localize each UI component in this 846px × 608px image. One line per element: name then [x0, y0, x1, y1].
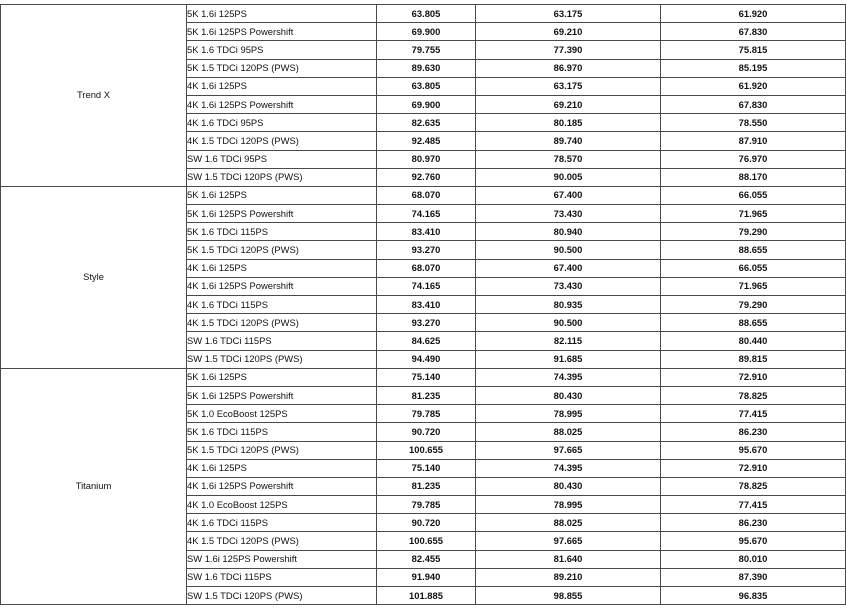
price-cell: 74.165: [377, 205, 476, 223]
price-cell: 75.815: [661, 41, 846, 59]
price-cell: 90.500: [476, 241, 661, 259]
price-cell: 80.185: [476, 114, 661, 132]
price-cell: 83.410: [377, 296, 476, 314]
model-name-cell: SW 1.6i 125PS Powershift: [187, 550, 377, 568]
price-cell: 74.395: [476, 368, 661, 386]
price-cell: 98.855: [476, 587, 661, 605]
price-cell: 68.070: [377, 186, 476, 204]
model-name-cell: 4K 1.6i 125PS: [187, 459, 377, 477]
price-cell: 77.415: [661, 405, 846, 423]
price-cell: 67.830: [661, 23, 846, 41]
price-cell: 75.140: [377, 368, 476, 386]
model-name-cell: 4K 1.6 TDCi 95PS: [187, 114, 377, 132]
price-table-body: [1, 5, 846, 605]
model-name-cell: SW 1.5 TDCi 120PS (PWS): [187, 350, 377, 368]
price-cell: 80.970: [377, 150, 476, 168]
price-cell: 78.570: [476, 150, 661, 168]
price-cell: 90.720: [377, 423, 476, 441]
model-name-cell: SW 1.6 TDCi 115PS: [187, 332, 377, 350]
price-cell: 78.995: [476, 405, 661, 423]
price-cell: 72.910: [661, 459, 846, 477]
price-cell: 89.630: [377, 59, 476, 77]
price-cell: 82.115: [476, 332, 661, 350]
model-name-cell: 5K 1.6i 125PS: [187, 5, 377, 23]
price-cell: 79.785: [377, 405, 476, 423]
price-cell: 86.970: [476, 59, 661, 77]
price-cell: 63.805: [377, 77, 476, 95]
price-cell: 69.900: [377, 95, 476, 113]
price-cell: 63.805: [377, 5, 476, 23]
price-cell: 97.665: [476, 532, 661, 550]
table-row: [1, 186, 846, 204]
model-name-cell: 4K 1.5 TDCi 120PS (PWS): [187, 132, 377, 150]
price-cell: 76.970: [661, 150, 846, 168]
price-cell: 78.825: [661, 477, 846, 495]
model-name-cell: 5K 1.5 TDCi 120PS (PWS): [187, 441, 377, 459]
model-name-cell: 5K 1.6 TDCi 95PS: [187, 41, 377, 59]
table-row: [1, 5, 846, 23]
model-name-cell: 4K 1.6i 125PS: [187, 77, 377, 95]
trim-level-label: Trend X: [1, 5, 187, 187]
price-cell: 93.270: [377, 241, 476, 259]
price-cell: 90.500: [476, 314, 661, 332]
price-cell: 78.825: [661, 386, 846, 404]
price-cell: 88.655: [661, 314, 846, 332]
model-name-cell: 5K 1.6i 125PS Powershift: [187, 23, 377, 41]
model-name-cell: 4K 1.6i 125PS: [187, 259, 377, 277]
model-name-cell: 5K 1.6i 125PS: [187, 368, 377, 386]
price-cell: 95.670: [661, 441, 846, 459]
model-name-cell: 5K 1.5 TDCi 120PS (PWS): [187, 59, 377, 77]
model-name-cell: SW 1.6 TDCi 115PS: [187, 568, 377, 586]
model-name-cell: 5K 1.6 TDCi 115PS: [187, 423, 377, 441]
price-cell: 81.640: [476, 550, 661, 568]
price-cell: 71.965: [661, 277, 846, 295]
price-cell: 89.210: [476, 568, 661, 586]
price-cell: 92.485: [377, 132, 476, 150]
model-name-cell: SW 1.6 TDCi 95PS: [187, 150, 377, 168]
price-cell: 87.910: [661, 132, 846, 150]
price-cell: 85.195: [661, 59, 846, 77]
price-cell: 67.400: [476, 259, 661, 277]
price-cell: 63.175: [476, 5, 661, 23]
price-cell: 79.290: [661, 296, 846, 314]
model-name-cell: 5K 1.6i 125PS Powershift: [187, 205, 377, 223]
price-cell: 90.720: [377, 514, 476, 532]
price-cell: 79.755: [377, 41, 476, 59]
model-name-cell: SW 1.5 TDCi 120PS (PWS): [187, 587, 377, 605]
model-name-cell: 5K 1.6i 125PS: [187, 186, 377, 204]
price-cell: 66.055: [661, 186, 846, 204]
price-cell: 78.550: [661, 114, 846, 132]
price-cell: 88.025: [476, 514, 661, 532]
model-name-cell: 5K 1.6 TDCi 115PS: [187, 223, 377, 241]
model-name-cell: 4K 1.5 TDCi 120PS (PWS): [187, 532, 377, 550]
price-cell: 73.430: [476, 277, 661, 295]
table-row: [1, 368, 846, 386]
price-cell: 88.655: [661, 241, 846, 259]
price-cell: 69.210: [476, 95, 661, 113]
price-cell: 82.455: [377, 550, 476, 568]
price-cell: 69.210: [476, 23, 661, 41]
model-name-cell: 4K 1.6i 125PS Powershift: [187, 95, 377, 113]
model-name-cell: 4K 1.5 TDCi 120PS (PWS): [187, 314, 377, 332]
price-cell: 96.835: [661, 587, 846, 605]
price-cell: 100.655: [377, 532, 476, 550]
price-cell: 91.685: [476, 350, 661, 368]
price-cell: 95.670: [661, 532, 846, 550]
price-cell: 94.490: [377, 350, 476, 368]
price-cell: 79.290: [661, 223, 846, 241]
price-cell: 74.395: [476, 459, 661, 477]
price-cell: 77.390: [476, 41, 661, 59]
price-cell: 67.830: [661, 95, 846, 113]
price-cell: 97.665: [476, 441, 661, 459]
price-table: [0, 4, 846, 605]
model-name-cell: 5K 1.6i 125PS Powershift: [187, 386, 377, 404]
model-name-cell: 4K 1.6i 125PS Powershift: [187, 477, 377, 495]
price-cell: 81.235: [377, 386, 476, 404]
model-name-cell: SW 1.5 TDCi 120PS (PWS): [187, 168, 377, 186]
price-cell: 88.025: [476, 423, 661, 441]
price-cell: 91.940: [377, 568, 476, 586]
price-cell: 81.235: [377, 477, 476, 495]
price-cell: 80.940: [476, 223, 661, 241]
price-cell: 86.230: [661, 423, 846, 441]
price-cell: 86.230: [661, 514, 846, 532]
price-cell: 93.270: [377, 314, 476, 332]
price-cell: 80.430: [476, 477, 661, 495]
price-cell: 72.910: [661, 368, 846, 386]
price-cell: 61.920: [661, 5, 846, 23]
price-cell: 84.625: [377, 332, 476, 350]
price-cell: 78.995: [476, 496, 661, 514]
trim-level-label: Style: [1, 186, 187, 368]
price-cell: 80.935: [476, 296, 661, 314]
price-cell: 82.635: [377, 114, 476, 132]
price-cell: 77.415: [661, 496, 846, 514]
price-cell: 88.170: [661, 168, 846, 186]
model-name-cell: 4K 1.6i 125PS Powershift: [187, 277, 377, 295]
price-cell: 101.885: [377, 587, 476, 605]
trim-level-label: Titanium: [1, 368, 187, 604]
price-cell: 73.430: [476, 205, 661, 223]
price-cell: 71.965: [661, 205, 846, 223]
price-cell: 89.815: [661, 350, 846, 368]
price-cell: 80.010: [661, 550, 846, 568]
price-cell: 79.785: [377, 496, 476, 514]
price-cell: 74.165: [377, 277, 476, 295]
price-cell: 61.920: [661, 77, 846, 95]
model-name-cell: 4K 1.6 TDCi 115PS: [187, 514, 377, 532]
price-cell: 63.175: [476, 77, 661, 95]
price-cell: 87.390: [661, 568, 846, 586]
price-cell: 67.400: [476, 186, 661, 204]
model-name-cell: 5K 1.0 EcoBoost 125PS: [187, 405, 377, 423]
price-cell: 75.140: [377, 459, 476, 477]
price-cell: 83.410: [377, 223, 476, 241]
price-cell: 69.900: [377, 23, 476, 41]
model-name-cell: 4K 1.6 TDCi 115PS: [187, 296, 377, 314]
price-cell: 92.760: [377, 168, 476, 186]
price-cell: 80.430: [476, 386, 661, 404]
price-cell: 68.070: [377, 259, 476, 277]
price-cell: 89.740: [476, 132, 661, 150]
model-name-cell: 5K 1.5 TDCi 120PS (PWS): [187, 241, 377, 259]
price-cell: 66.055: [661, 259, 846, 277]
price-cell: 90.005: [476, 168, 661, 186]
model-name-cell: 4K 1.0 EcoBoost 125PS: [187, 496, 377, 514]
price-cell: 80.440: [661, 332, 846, 350]
price-cell: 100.655: [377, 441, 476, 459]
